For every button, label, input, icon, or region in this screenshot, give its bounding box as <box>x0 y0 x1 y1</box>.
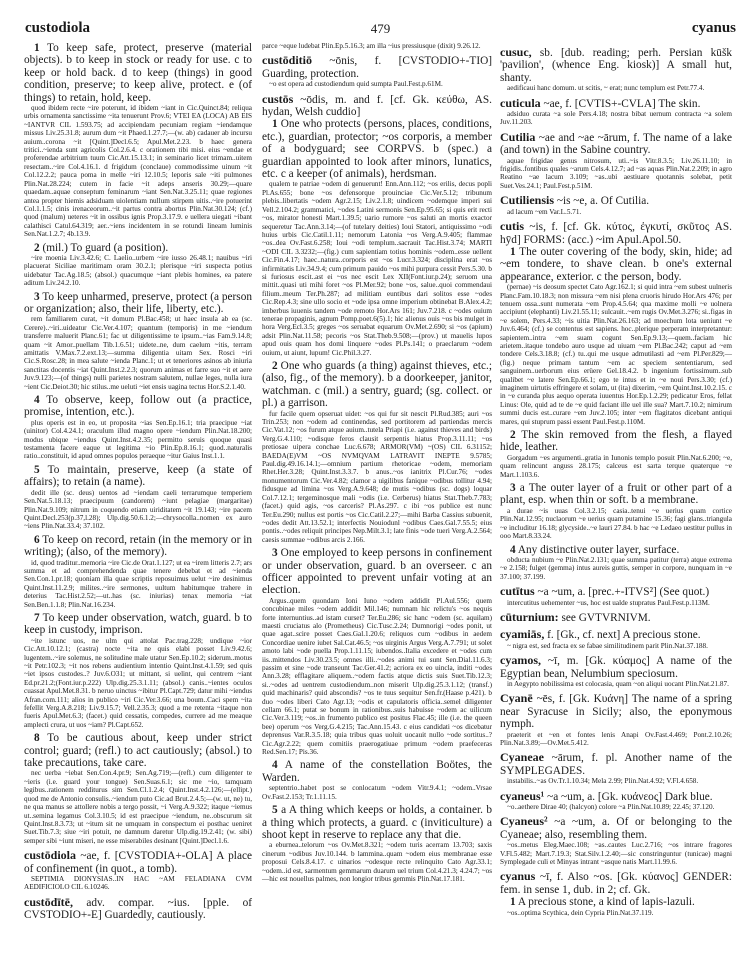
entry-definition: ~a ~um, a. [Gk. κυάνεος] Dark blue. <box>544 790 713 803</box>
entry-definition: sb. [dub. reading; perh. Persian kūšk 'pavilion', (whence Eng. kiosk)] A small hut, shanty. <box>500 47 732 84</box>
dictionary-entry-head <box>500 97 732 110</box>
citation-block: dedit ille (sc. deus) uentos ad ~iendam caeli terrarumque temperiem Sen.Nat.5.18.13; praecipuum (candorem) ~iunt pelagiae (margaritae) Plin.Nat.9.109; nitrum in coquendo etiam uiriditatem ~it 19.143; ~ire pacem Quint.Decl.253(p.37,l.28); Ulp.dig.50.6.1.2;—chrysocolla..nomen ex auro ~iens Plin.Nat.33.4; 37.102. <box>24 488 252 531</box>
headword: cyamos, <box>500 653 541 668</box>
headword: Cyaneae <box>500 750 544 765</box>
dictionary-entry-head <box>500 790 732 803</box>
sense-definition: 1 One who protects (persons, places, conditions, etc.), guardian, protector; ~os corporis, a member of a bodyguard; see CORPVS. b (spec.) a guardian appointed to look after minors, lunatics, etc. c a keeper (of animals), herdsman. <box>262 118 492 181</box>
citation-block: Gorgadum ~es argumenti..gratia in Iunonis templo posuit Plin.Nat.6.200; ~e, quam relincunt anguss 28.175; calceus est sarta terque quaterque ~e Mart.1.103.6. <box>500 453 732 479</box>
dictionary-entry-head <box>500 585 732 598</box>
sense-number: 3 <box>34 290 40 303</box>
headword: custōs <box>262 91 294 106</box>
entry-definition: ~is ~e, a. Of Cutilia. <box>554 195 650 208</box>
citation-block: parce ~eque ludebat Plin.Ep.5.16.3; am illa ~ius pressiusque (dixit) 9.26.12. <box>262 42 481 50</box>
sense-number: 8 <box>34 732 40 745</box>
entry-definition: ~ae, f. [CVSTODIA+-OLA] A place of confinement (in quot., a tomb). <box>24 850 252 875</box>
headword: cyamiās, <box>500 627 545 642</box>
entry-definition: ~ae and ~ae ~ārum, f. The name of a lake (and town) in the Sabine country. <box>500 131 732 157</box>
headword: Cyanē <box>500 691 533 706</box>
citation-block: septentrio..habet post se conlocatum ~odem Vitr.9.4.1; ~odem..Vrsae Ov.Fast.2.153; Tr.1.11.15. <box>262 784 492 801</box>
headword: cusuc, <box>500 45 532 59</box>
headword: cūturnium: <box>500 609 559 624</box>
dictionary-entry-head <box>500 194 732 207</box>
citation-block: intercutitus uehementer ~us, hoc est ualde stupratus Paul.Fest.p.113M. <box>507 598 710 607</box>
dictionary-entry-head <box>500 220 732 246</box>
citation-block: fur facile quem opseruat uidet: ~os qui fur sit nescit Pl.Rud.385; auri ~os Trin.253; non ~odem ad continendas, sed portitorem ad partiendas mercis Cic.Vat.12; ~os furum atque auium..tutela Priapi (i.e. against thieves and birds) Verg.G.4.110; ~odisque feros clausit serpentis hiatus Prop.3.11.11; ~os pretiosae uipera conchae Luc.6.678; ARMOR(VM) ~(OS) CIL 6.31152; BAEDA(E)VM ~OS NVMQVAM LATRAVIT INEPTE 9.5785; Paul.dig.49.16.14.1;—omnium partium rhetoricae ~odem, memoriam Rhet.Her.3.28; Quint.Inst.3.3.7. b anus..~os ianitrix Pl.Cur.76; ~odes monumentorum Cic.Ver.4.82; clamor a uigilibus fanique ~odibus tollitur 4.94; fidusque ad limina ~os Verg.A.9.648; de mutis ~odibus (sc. dogs) loquar Col.7.12.1; tergeminosque mali ~odis (i.e. Cerberus) hiatus Stat.Theb.7.783; (facet.) quid agis, ~os carceris? Pl.As.297. c ibi ~os publice est nunc Ter.Eu.290; nullus est portis ~os Cic.Catil.2.27;—mihi Barba Cassius subuenit, ~odes dedit Att.13.52.1; interfectis Nouiodunl ~odibus Caes.Gal.7.55.5; eius pontis..~odes reliquit principes Nep.Milt.3.1; late finis ~ode tueri Verg.A.2.564; caesis summae ~odibus arcis 2.166. <box>262 409 492 544</box>
dictionary-entry-head <box>500 654 732 680</box>
sense-number: 1 <box>272 118 278 131</box>
sense-number: 3 <box>272 547 278 560</box>
headword: cutītus <box>500 584 535 599</box>
sense-definition: 1 A precious stone, a kind of lapis-lazuli. <box>510 896 695 909</box>
headword: cyanus <box>500 869 536 884</box>
running-head-first-word: custodiola <box>25 20 91 36</box>
citation-block: instabilis..~as Ov.Tr.1.10.34; Mela 2.99; Plin.Nat.4.92; V.Fl.4.658. <box>507 777 699 786</box>
sense-number: 1 <box>510 896 516 909</box>
sense-number: 4 <box>272 759 278 772</box>
column-middle <box>262 42 492 886</box>
sense-definition: 1 To keep safe, protect, preserve (material objects). b to keep in stock or ready for use. c to keep or hold back. d to keep (things) in good condition, preserve; to keep alive, protect. e (of things) to retain, hold, keep. <box>24 42 252 104</box>
page-number: 479 <box>370 21 391 36</box>
sense-definition: 6 To keep on record, retain (in the memory or in writing); (also, of the memory). <box>24 533 252 559</box>
citation-block: ~ire moenia Liv.3.42.6; C. Laelio..urbem ~ire iusso 26.48.1; nauibus ~iri placuerat Siciliae maritimam oram 30.2.1; plerisque ~iri suspecta potius uidebatur Tac.Ag.18.5; (absol.) quacumque ~iant plebis homines, ea patere aditum Liv.24.2.10. <box>24 253 252 288</box>
dictionary-entry-head <box>500 46 732 84</box>
headword: custōdītē, <box>24 894 73 909</box>
entry-definition: ~is, f. [cf. Gk. κύτος, ἐγκυτί, σκῦτος AS. hȳd] FORMS: (acc.) ~im Apul.Apol.50. <box>500 221 732 246</box>
citation-block: quod ibidem recte ~ire poterunt, id ibidem ~iant in Cic.Quinct.84; reliqua urbis ornamenta sanctissime ~ita tenuerunt Prov.6; VTEI EA (LOCA) AB EIS ~IANTVR CIL 1.593.75; ad accipiendam pecuniam regiam ~iendamque missus Liv.25.31.8; aurum dum ~it Phaed.1.27.7;—(w. ab) cadauer ab incursu auium..corona ~it [Quint.]Decl.6.5; Apul.Met.2.23. b haec genera tritici..~ienda sunt agricolis Col.2.6.4. c orationem tibi misi. eius ~endae et proferendae arbitrium tuum Cic.Att.15.13.1; in seminario licet trimam..uitem resectam..~ire Col.4.16.1. d frigidum (conclaue) commodissime uinum ~it Col.12.2.2; pauca poma in melle ~iri 12.10.5; leporis sale ~iti pulmones Plin.Nat.28.224; cutem in facie ~it adeps anseris 30.29;—quare quaedam..aquae conseptum feminarum ~iant Sen.Nat.3.25.11; quae regiones antea propter hiemis adsiduam uiolentiam nullum stirpem uitis..~ire potuerint Col.1.1.5; cinis irenaceorum..~it partus contra abortus Plin.Nat.30.124; (cf.) quod (malum) ueteres ~it in ossibus ignis Prop.3.17.9. e uellera uiegati ~ibant calathisci Catul.64.319; aer..~iens incidentem in se rotundi lineam luminis Sen.Nat.1.2.7; 4b.13.9. <box>24 104 252 239</box>
citation-block: Argus..quem quondam Ioni Iuno ~odem addidit Pl.Aul.556; quem concubinae miles ~odem addidit Mil.146; numnam hic relictu's ~os nequis forte internuntius..ad istam curset? Ter.Eu.286; sic hanc ~odem (sc. aquilam) maesti cruciatus alo (Prometheus) Cic.Tusc.2.24; Dumnorigi ~odes ponit, ut quae agat..scire posset Caes.Gal.1.20.6; reliquos cum ~odibus in aedem Concordiae uenire iubet Sal.Cat.46.5; ~os uirginis Argus Verg.A.7.791; ut solet amoto labi ~ode puella Prop.1.11.15; iubendos..Italia excedere et ~odes cum iis..mittendos Liv.30.23.5; omnes illi..~odes animi tui sunt Sen.Dial.11.6.3; passim et sine ~ode transeunt Tac.Ger.41.2; acriora ex eo uincla, inditi ~odes Ann.3.28; efflagitare aliquem..~odem factis atque dictis suis Suet.Tib.12.3; si..~odes ad uentrem custodiendum..non miserit Ulp.dig.25.3.1.12; (transf.) quid machinaris? quid abscondis? ~os te tuus sequitur Sen.fr.(Haase p.421). b duo ~odes liberi Cato Agr.13; ~odis et capulatoris officia..semel diligenter cellam 66.1; putat se bonum in rationibus..suis habuisse ~odem ac uilicum Cic.Ver.3.119; ~os..in frumento publico est positus Flac.45; ille (i.e. the queen bee) operum ~os Verg.G.4.215; Tac.Ann.15.43. c eius candidati ~os dicebatur deprensus Var.R.3.5.18; quia tribus quas uoluit uocauit nullo ~ode sortitus..? Cic.Agr.2.22; quem comitiis praerogatiuae primum ~odem praefeceras Red.Sen.17; Pis.36. <box>262 596 492 757</box>
headword: cyaneus¹ <box>500 788 545 803</box>
dictionary-entry-head <box>500 628 732 641</box>
sense-definition: 2 The skin removed from the flesh, a flayed hide, leather. <box>500 429 732 454</box>
entry-definition: ~a ~um, a. [prec.+-ITVS²] (See quot.) <box>534 586 710 599</box>
entry-definition: ~ae, f. [CVTIS+-CVLA] The skin. <box>540 97 701 110</box>
citation-block: nec uerba ~iebat Sen.Con.4.pr.9; Sen.Ag.719;—(refl.) cum diligenter te ~ieris (i.e. guard your tongue) Sen.Suas.6.1; sic me ~io, tamquam legibus..rationem redditurus sim Sen.Cl.1.2.4; Quint.Inst.4.2.126;—(ellipt.) quod me de Antonio consulis..~iendum puto Cic.ad Brut.2.4.5;—(w. ut, ne) tu, ne qua manus se attollere nobis a tergo possit, ~i Verg.A.9.322; itaque ~iemus ut..semina legamus Col.3.10.5; id est praecipue ~iendum, ne..obscurum sit Quint.Inst.8.3.73; ut ~itum sit ne umquam in conspectum ei posthac ueniret Suet.Tib.7.3; siue ~iri potuit, ne damnum daretur Ulp.dig.19.2.41; (w. sibi) semper sibi ~iunt miseri, ne esse miserabiles desinant [Quint.]Decl.1.6. <box>24 769 252 845</box>
dictionary-entry-head <box>500 692 732 730</box>
dictionary-entry-head <box>500 611 732 624</box>
sense-number: 4 <box>510 543 516 556</box>
sense-number: 7 <box>34 611 40 624</box>
citation-block: aedificaui hanc domum. ut scitis, ~ erat; nunc templum est Petr.77.4. <box>507 84 705 93</box>
entry-definition: ~ōdis, m. and f. [cf. Gk. κεύθω, AS. hydan, Welsh cuddio] <box>262 93 492 119</box>
citation-block: ~o..aethere Dirae 40; (halcyon) colore ~a Plin.Nat.10.89; 22.45; 37.120. <box>507 803 715 812</box>
entry-definition: adv. compar. ~ius. [pple. of CVSTODIO+-E] Guardedly, cautiously. <box>24 896 252 922</box>
headword: cuticula <box>500 95 541 110</box>
entry-definition: ~ī, f. Also ~os. [Gk. κύανος] GENDER: fem. in sense 1, dub. in 2; cf. Gk. <box>500 871 732 896</box>
sense-number: 5 <box>272 804 278 817</box>
citation-block: a eburnea..telorum ~os Ov.Met.8.321; ~odem turis acerram 13.703; saxis cinerum ~odibus Juv.10.144. b lammina..quam ~odem eius membranae esse proposui Cels.8.4.17. c uinarios ~odesque recte relinquito Cato Agr.33.1; ~odem..id est, sarmentum gemmarum duarum uel trium Col.4.21.3; 4.24.7; ~os—hic est nouellus palmes, non longior tribus gemmis Plin.Nat.17.181. <box>262 841 492 883</box>
citation-block: ~ite istunc uos, ne ulm qui attolat Pac.trag.228; undique ~ior Cic.Att.10.12.1; (castra) nocte ~ita ne quis elabi posset Liv.9.42.6; lugentem..~ire solemus, ne solitudine male utatur Sen.Ep.10.2; siderum..motus ~it Petr.102.3; ~it nos rebens audientium intentio Quint.Inst.4.1.59; sed quis ~iet ipsos custodes..? Juv.6.O31; ut mittant, si uelint, qui centrem ~iant Ed.pr.21.2;(Font.iur.p.222) Ulp.dig.25.3.1.11; (absol.) canis..~ientes oculos cuassat Apul.Met.8.31. b neruo uinctus ~ibitur Pl.Capt.729; datur mihi ~iendus Afran.com.111; alios in publico ~iri Cic.Ver.3.66; una boum..Caci spem ~ita fefellit Verg.A.8.218; Liv.9.15.7; Vell.2.35.3; quod a me retenta ~itaque non fueris Apul.Met.6.3; (facet.) quid cessatis, compedes, currere ad me meaque amplecti crura, ut uos ~iam? Pl.Capt.652. <box>24 636 252 729</box>
citation-block: plus operis est in eo, ut proposita ~ias Sen.Ep.16.1; tria praecipue ~iat (uinitor) Col.4.24.1; oraculum illud magno opere ~iendum Plin.Nat.18.200; modus ubique ~iendus Quint.Inst.4.2.35; permitto seruis quoque quasi testamenta facere eaque ut legitima ~io Plin.Ep.8.16.1; quod..naturalis ratio..constituit, id apud omnes populos peraeque ~itur Gaius Inst.1.1. <box>24 418 252 461</box>
entry-definition: ~ōnis, f. [CVSTODIO+-TIO] Guarding, protection. <box>262 55 492 80</box>
entry-definition: ~ārum, f. pl. Another name of the SYMPLEGADES. <box>500 752 732 777</box>
entry-definition: f. [Gk., cf. next] A precious stone. <box>544 629 701 642</box>
sense-definition: 2 One who guards (a thing) against thieves, etc.; (also, fig., of the memory). b a doorkeeper, janitor, watchman. c (mil.) a sentry, guard; (sg. collect. or pl.) a garrison. <box>262 360 492 410</box>
entry-definition: ~ēs, f. [Gk. Κυάνη] The name of a spring near Syracuse in Sicily; also, the eponymous nymph. <box>500 693 732 731</box>
sense-number: 2 <box>34 241 40 254</box>
dictionary-entry-head <box>24 896 252 922</box>
citation-block: aquae frigidae genus nitrosum, uti..~is Vitr.8.3.5; Liv.26.11.10; in frigidis..fontibus quales ~arum Cels.4.12.7; ad ~as aquas Plin.Nat.2.209; in agro Reatino ~ae lacum 3.109; ~as..ubi aestiuare quotannis solebat, petit Suet.Ves.24.1; Paul.Fest.p.51M. <box>500 156 732 190</box>
headword: cutis <box>500 219 524 234</box>
citation-block: ~os..metus Eleg.Maec.108; ~as..cautes Luc.2.716; ~os intrare fragores V.Fl.5.482; Mart.7.19.3; Stat.Silv.1.2.40;—sic constringuntur (tunicae) magni Symplegade culi et Minyas intrant ~asque natis Mart.11.99.6. <box>500 841 732 867</box>
dictionary-entry-head <box>500 751 732 777</box>
sense-definition: 4 A name of the constellation Boötes, the Warden. <box>262 759 492 784</box>
sense-definition: 4 Any distinctive outer layer, surface. <box>510 543 680 556</box>
headword: custōdiola <box>24 848 77 863</box>
citation-block: ad lacum ~em Var.L.5.71. <box>507 207 582 216</box>
citation-block: ~ nigra est, sed fracta ex se fabae similitudinem parit Plin.Nat.37.188. <box>507 641 708 650</box>
sense-definition: 3 a The outer layer of a fruit or other part of a plant, esp. when thin or soft. b a membrane. <box>500 482 732 507</box>
sense-definition: 3 One employed to keep persons in confinement or under observation, guard. b an overseer. c an officer appointed to prevent unfair voting at an election. <box>262 547 492 597</box>
sense-definition: 5 a A thing which keeps or holds, a container. b a thing which protects, a guard. c (inviticulture) a shoot kept in reserve to replace any that die. <box>262 804 492 841</box>
sense-definition: 1 The outer covering of the body, skin, hide; ad ~em tondere, to shave clean. b one's external appearance, exterior. c the person, body. <box>500 245 732 283</box>
citation-block: obducta nubium ~e Plin.Nat.2.131; quae summa patitur (terra) atque extrema ~e 2.158; fulget (gemma) intus aureis guttis, semper in corpore, nunquam in ~e 37.100; 37.199. <box>500 555 732 581</box>
citation-block: adsiduo curata ~a sole Pers.4.18; nostra bibat uernum contracta ~a solem Juv.11.203. <box>500 110 732 127</box>
headword: custōditiō <box>262 53 313 68</box>
sense-number: 6 <box>34 533 40 546</box>
sense-number: 2 <box>272 360 278 372</box>
citation-block: a durae ~is uuas Col.3.2.15; casia..tenui ~e uerius quam cortice Plin.Nat.12.95; nuclaorum ~e uerius quam putamine 15.36; fagi glans..triangula ~e includitur 16.18; glycyside..~e lauri 27.84. b hac ~e Ledaeo uestitur pullus in ooo Mart.8.33.24. <box>500 506 732 541</box>
sense-definition: 4 To observe, keep, follow out (a practice, promise, intention, etc.). <box>24 394 252 419</box>
sense-definition: 5 To maintain, preserve, keep (a state of affairs); to retain (a name). <box>24 463 252 489</box>
column-right <box>500 42 732 920</box>
citation-block: ~o est opera ad custodiendum quid sumpta Paul.Fest.p.61M. <box>269 80 443 89</box>
sense-number: 5 <box>34 463 40 476</box>
column-left <box>24 42 252 922</box>
dictionary-entry-head <box>500 815 732 841</box>
dictionary-entry-head <box>500 870 732 896</box>
entry-definition: see GVTVRNIVM. <box>558 611 651 624</box>
dictionary-entry-head <box>262 54 492 80</box>
citation-block: in Aegypto nobilissima est colocasia, quam ~on aliqui uocant Plin.Nat.21.87. <box>507 679 729 688</box>
sense-definition: 7 To keep under observation, watch, guard. b to keep in custody, imprison. <box>24 611 252 637</box>
citation-block: praeterit et ~en et fontes lenis Anapi Ov.Fast.4.469; Pont.2.10.26; Plin.Nat.3.89;—Ov.Met.5.412. <box>500 730 732 747</box>
headword: Cutilia <box>500 129 536 144</box>
entry-definition: ~a ~um, a. Of or belonging to the Cyaneae; also, resembling them. <box>500 816 732 841</box>
citation-block: qualem te patriae ~odem di genuerunt! Enn.Ann.112; ~os erilis, decus popli Pl.As.655; bone ~os defensorque prouinciae Cic.Ver.5.12; tribunum plebis..libertatis ~odem Agr.2.15; Liv.2.1.8; uindicem ~odemque imperi sui Vell.2.104.2; grammatici, ~odes Latini sermonis Sen.Ep.95.65; si quis erit recti ~os, mirator honesti Mart.1.39.5; uario rumore ~os saluti an mortis exactor sequeretur Tac.Ann.3.14;—(of tutelary deities) Ioui Statori, antiquissimo ~odi huius urbis Cic.Catil.1.11; nemorum Latonia ~os Verg.A.9.405; flammae ~os..dea Ov.Fast.6.258; Ioui ~odi templum..sacrauit Tac.Hist.3.74; MARTI ~ODI CIL 3.3232;—(fig.) cum sapientiam totius hominis ~odem..esse uellent Cic.Fin.4.17; haec..natura..corporis est ~os Lucr.3.324; disciplina erat ~os infirmitatis Liv.34.9.4; cum primum pauido ~os mihi purpura cessit Pers.5.30. b si furiosus escit..ast ei ~os nec escit Lex XII(Font.iur.p.24); seruom una mittit..quasi uti mihi foret ~os Pl.Mer.92; bone ~os, salue..quoi commendaui filium..meum Ter.Ph.287; ad militiam euntibus dari solitos esse ~odes Cic.Rep.4.3; sine ullo socio et ~ode ipsa omne imperium obtinebat B.Alex.4.2; imberbus iuuenis tandem ~ode remoto Hor.Ars 161; Juv.7.218. c ~odes ouium tenerae propaginis, agnum Pomp.poet.6(5).1; hic alienus ouis ~os bis mulget in hora Verg.Ecl.3.5; greges ~os seruabat equarum Ov.Met.2.690; si ~os (apium) adsit Plin.Nat.11.58; pecoris ~os Stat.Theb.9.508;—(prov.) ut mauelis lupos apud ouis quam hos domi linquere ~odes Pl.Ps.141; o praeclarum ~odem ouium, ut aiunt, lupum! Cic.Phil.3.27. <box>262 180 492 357</box>
sense-definition: 2 (mil.) To guard (a position). <box>34 241 169 254</box>
running-head <box>25 20 736 40</box>
sense-number: 4 <box>34 394 40 407</box>
sense-number: 3 <box>510 482 516 495</box>
sense-definition: 8 To be cautious about, keep under strict control; guard; (refl.) to act cautiously; (absol.) to take precautions, take care. <box>24 732 252 770</box>
running-head-last-word: cyanus <box>691 20 736 36</box>
headword: Cutiliensis <box>500 193 555 208</box>
sense-definition: 3 To keep unharmed, preserve, protect (a person or organization; also, their life, liberty, etc.). <box>24 290 252 315</box>
dictionary-entry-head <box>500 131 732 157</box>
sense-number: 2 <box>510 429 516 442</box>
dictionary-entry-head <box>262 93 492 119</box>
citation-block: rem familiarem curat, ~it domum Pl.Bac.458; ut haec insula ab ea (sc. Cerere)..~iri..uideatur Cic.Ver.4.107; quantum (temporis) in me ~iendum transferre maluerit Planc.61; fac ut diligentissime te ipsum..~ias Fam.9.14.8; quam ~it Amor..puellam Tib.1.6.51; uidete..ne, dum caelum ~itis, terram amittatis V.Max.7.2.ext.13;—summa diligentia uitam Sex. Rosci ~iri Cic.S.Rosc.28; in mea salute ~ienda Planc.1; ut et teneriores asinos ab iniuria sanctitas docentis ~iat Quint.Inst.2.2.3; quorum animas et farre suo ~it et aere Juv.9.123;—(of things) nulli parietes nostram salutem, nullae leges, nulla iura ~ient Cic.Deiot.30; hic stilus..me ueluti ~iet ensis uagina tectus Hor.S.2.1.40. <box>24 315 252 391</box>
citation-block: ~os..optima Scythica, dein Cypria Plin.Nat.37.119. <box>507 908 654 917</box>
sense-number: 1 <box>34 42 40 54</box>
citation-block: (pernae) ~is deosum spectet Cato Agr.162.1; si quid intra ~em subest uulneris Planc.Fam.10.18.3; non missura ~em nisi plena cruoris hirudo Hor.Ars 476; per tenuem ossa..sunt numerata ~em Prop.4.5.64; qua maxime molli ~e uolnera accipiunt (elephanti) Liv.21.55.11; sulcauit..~em rugis Ov.Met.3.276; si..figas in ~e solem, Pers.4.33; ~is uitia Plin.Nat.26.163; ad moechum lota ueniunt ~e Juv.6.464; (cf.) se contentus est sapiens. hoc..plerique perperam interpretantur: sapientem..intra ~em suam cogunt Sen.Ep.9.13;—quem..faciam hic arietem..itaque tondebo auro usque ad uiuam ~em Pl.Bac.242; caput ad ~em tondere Cels.3.18.8; (cf.) tu..qui me usque admutilasti ad ~em Pl.Per.829;—(fig.) neque primam tantum ~em ac speciem sententiarum, sed sanguinem..uerborum eius erüere Gel.18.4.2. b ingenium fortissimum..sub qualibet ~e latere Sen.Ep.66.1; ego te intus et in ~e noui Pers.3.30; (cf.) imaginem uirtutis effringere et solam, ut (ita) dixerim, ~em Quint.Inst.10.2.15. c in ~e curanda plus aequo operata iuuentus Hor.Ep.1.2.29; pedicatur Eros, fellat Linus: Ole, quid ad te de ~e quid faciant ille uel ille sua? Mart.7.10.2; nimirum summi ducis est..curare ~em Juv.2.105; inter ~em flagitatos dicebant antiqui mares, qui stuprum passi essent Paul.Fest.p.110M. <box>500 283 732 426</box>
headword: Cyaneus² <box>500 814 548 829</box>
dictionary-entry-head <box>24 849 252 875</box>
entry-definition: ~ī, m. [Gk. κύαμος] A name of the Egyptian bean, Nelumbium speciosum. <box>500 655 732 680</box>
citation-block: id, quod traditur..memoria ~ire Cic.de Orat.1.127; ut ea ~irem litteris 2.7; ars summa et ad comprehendenda quae tenere debebat et ad ~ienda Sen.Con.1.pr.18; quoniam illa quae scriptis reposuimus uelut ~ire desinimus Quint.Inst.11.2.9; milites..~ire sermones, uultum habitumque trahere in deterius Tac.Hist.2.52;—ut..has (sc. iniurias) tenax memoria ~iat Sen.Ben.1.1.8; Plin.Nat.16.234. <box>24 558 252 609</box>
sense-number: 1 <box>510 245 516 258</box>
citation-block: SEPTIMIA DIONYSIAS..IN HAC ~AM FELADIANA CVM AEDIFICIOLO CIL 6.10246. <box>24 874 252 892</box>
